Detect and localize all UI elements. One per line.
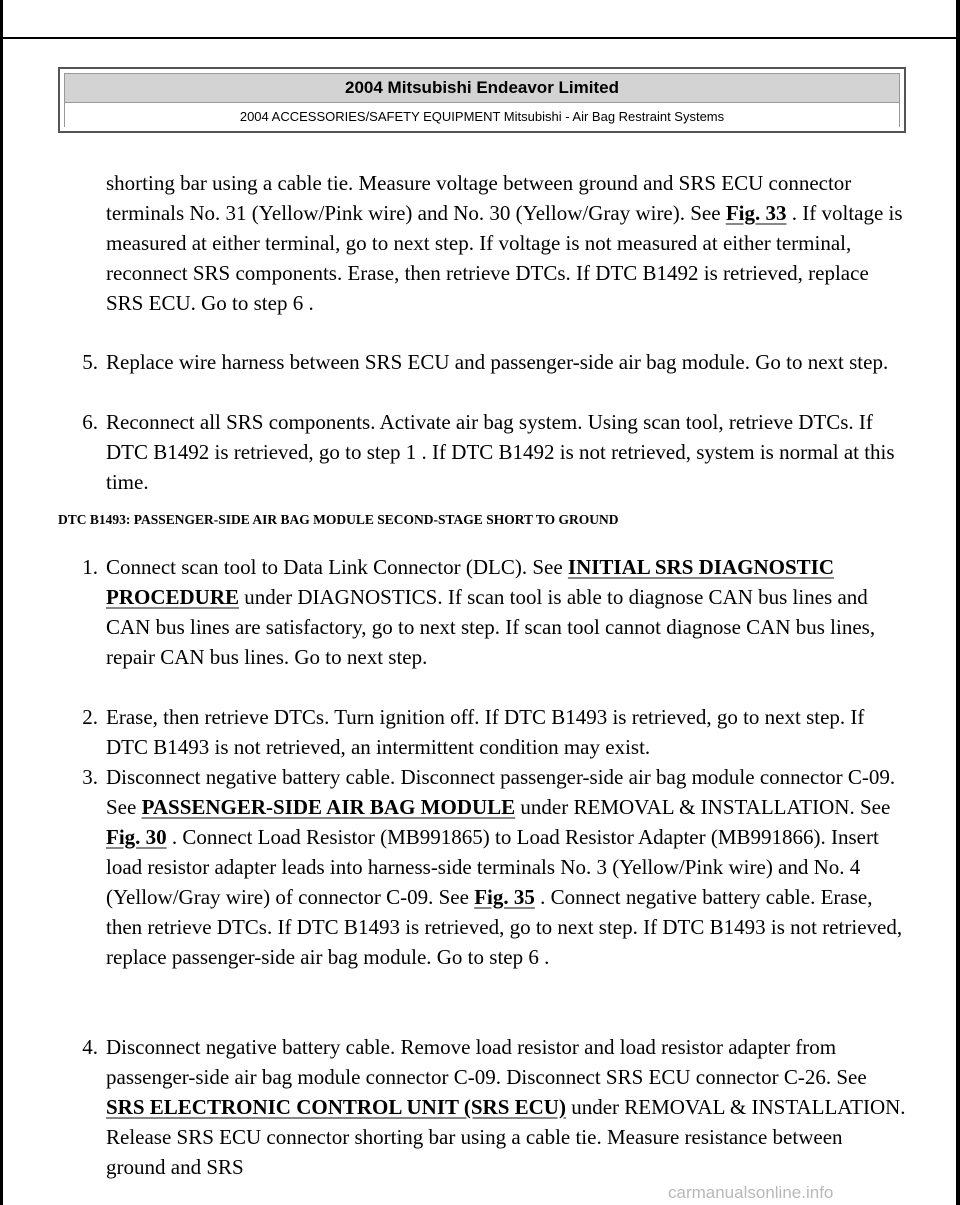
page-border-top bbox=[0, 37, 960, 39]
step-5-text: Replace wire harness between SRS ECU and passenger-side air bag module. Go to next step. bbox=[106, 350, 889, 374]
initial-srs-diagnostic-procedure-link[interactable]: INITIAL SRS DIAGNOSTIC PROCEDURE bbox=[106, 555, 834, 609]
step-number: 1. bbox=[82, 555, 98, 579]
step-number: 4. bbox=[82, 1035, 98, 1059]
b1493-step-1-text: Connect scan tool to Data Link Connector (DLC). See INITIAL SRS DIAGNOSTIC PROCEDURE under DIAGNOSTICS. If scan tool is able to diagnose CAN bus lines and CAN bus lines are satisfactory, go to next step. If scan tool cannot diagnose CAN bus lines, repair CAN bus lines. Go to next step. bbox=[106, 555, 876, 669]
passenger-side-air-bag-module-link[interactable]: PASSENGER-SIDE AIR BAG MODULE bbox=[141, 795, 516, 819]
step-number: 6. bbox=[82, 410, 98, 434]
watermark: carmanualsonline.info bbox=[668, 1183, 834, 1202]
b1493-step-2-text: Erase, then retrieve DTCs. Turn ignition off. If DTC B1493 is retrieved, go to next step. If DTC B1493 is not retrieved, an intermittent condition may exist. bbox=[106, 705, 865, 759]
dtc-b1493-heading: DTC B1493: PASSENGER-SIDE AIR BAG MODULE SECOND-STAGE SHORT TO GROUND bbox=[58, 512, 619, 527]
header-frame bbox=[64, 73, 900, 127]
step-number: 5. bbox=[82, 350, 98, 374]
srs-ecu-link[interactable]: SRS ELECTRONIC CONTROL UNIT (SRS ECU) bbox=[106, 1095, 566, 1119]
step-number: 2. bbox=[82, 705, 98, 729]
step-number: 3. bbox=[82, 765, 98, 789]
b1493-step-4-text: Disconnect negative battery cable. Remove load resistor and load resistor adapter from passenger-side air bag module connector C-09. Disconnect SRS ECU connector C-26. See SRS ELECTRONIC CONTROL UNIT (SRS ECU) under REMOVAL & INSTALLATION. Release SRS ECU connector shorting bar using a cable tie. Measure resistance between ground and SRS bbox=[106, 1035, 906, 1179]
step-6-text: Reconnect all SRS components. Activate air bag system. Using scan tool, retrieve DTCs. If DTC B1492 is retrieved, go to step 1 . If DTC B1492 is not retrieved, system is normal at this time. bbox=[106, 410, 895, 494]
document-header bbox=[58, 67, 906, 133]
fig-30-link[interactable]: Fig. 30 bbox=[106, 825, 167, 849]
fig-35-link[interactable]: Fig. 35 bbox=[474, 885, 535, 909]
page-border-right bbox=[956, 0, 960, 1205]
section-subtitle: 2004 ACCESSORIES/SAFETY EQUIPMENT Mitsubishi - Air Bag Restraint Systems bbox=[65, 103, 899, 130]
fig-33-link[interactable]: Fig. 33 bbox=[725, 201, 787, 225]
page-border-left bbox=[0, 0, 3, 1205]
b1493-step-3-text: Disconnect negative battery cable. Disconnect passenger-side air bag module connector C-09. See PASSENGER-SIDE AIR BAG MODULE under REMOVAL & INSTALLATION. See Fig. 30 . Connect Load Resistor (MB991865) to Load Resistor Adapter (MB991866). Insert load resistor adapter leads into harness-side terminals No. 3 (Yellow/Pink wire) and No. 4 (Yellow/Gray wire) of connector C-09. See Fig. 35 . Connect negative battery cable. Erase, then retrieve DTCs. If DTC B1493 is retrieved, go to next step. If DTC B1493 is not retrieved, replace passenger-side air bag module. Go to step 6 . bbox=[106, 765, 903, 969]
continued-step-text: shorting bar using a cable tie. Measure voltage between ground and SRS ECU connector terminals No. 31 (Yellow/Pink wire) and No. 30 (Yellow/Gray wire). See Fig. 33 . If voltage is measured at either terminal, go to next step. If voltage is not measured at either terminal, reconnect SRS components. Erase, then retrieve DTCs. If DTC B1492 is retrieved, replace SRS ECU. Go to step 6 . bbox=[106, 171, 903, 315]
vehicle-title: 2004 Mitsubishi Endeavor Limited bbox=[65, 74, 899, 103]
